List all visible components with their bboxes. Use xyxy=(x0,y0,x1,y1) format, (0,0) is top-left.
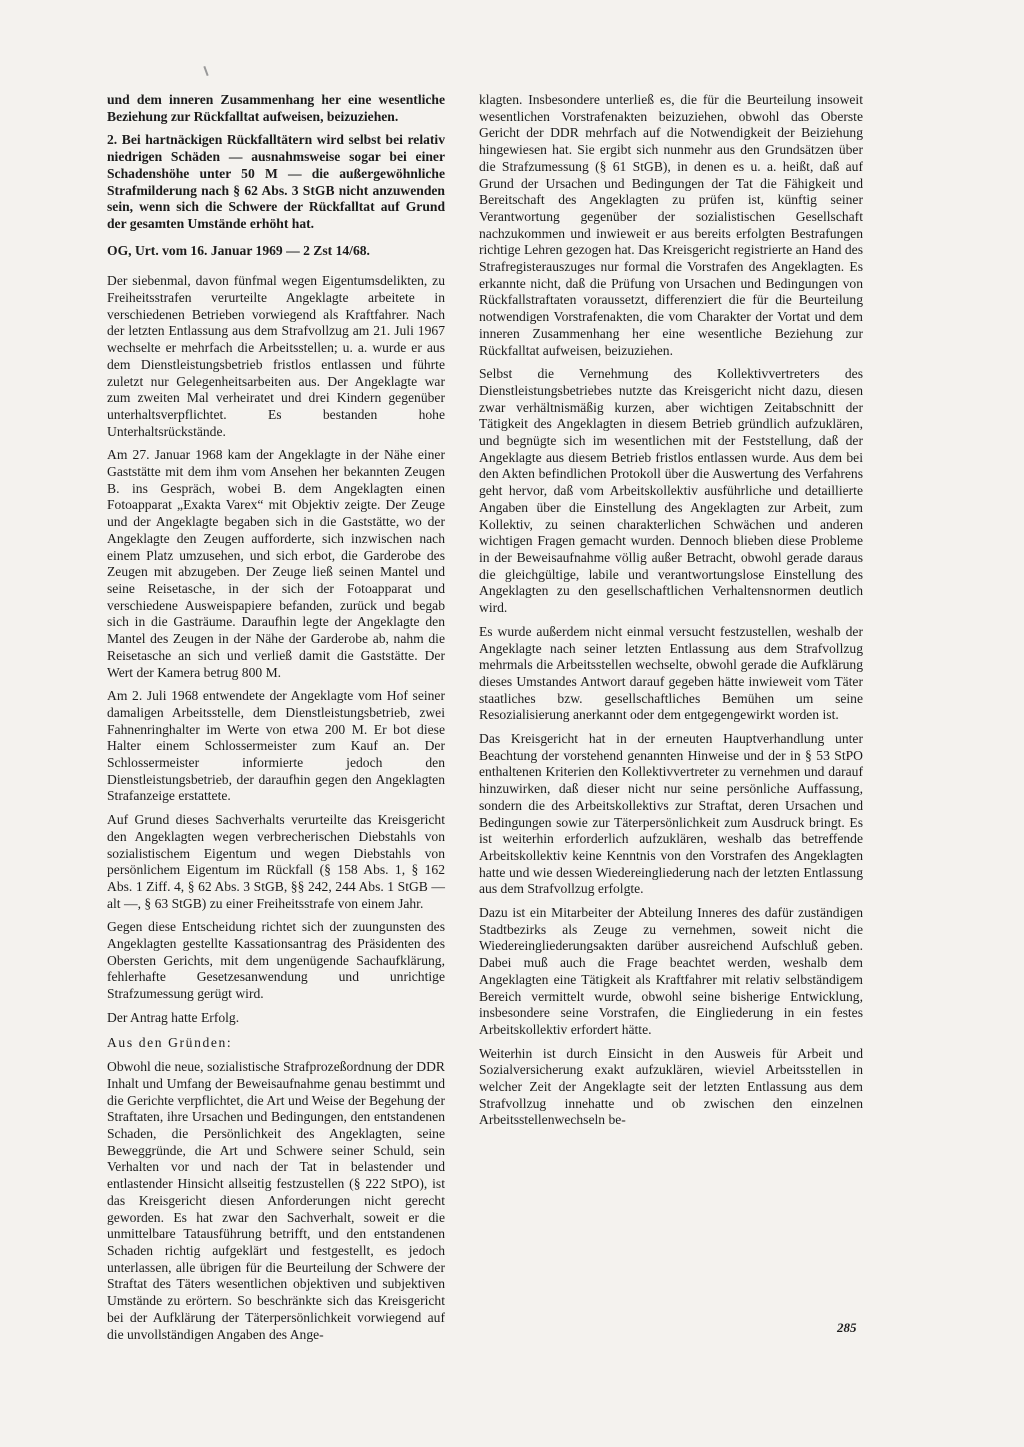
paragraph: Selbst die Vernehmung des Kollektivvertreters des Dienstleistungsbetriebes nutzte das Kreisgericht nicht dazu, diesen zwar verhältnismäßig kurzen, aber wichtigen Zeitabschnitt der Tätigkeit des Angeklagten in diesem Betrieb gründlich aufzuklären, und begnügte sich im wesentlichen mit der Feststellung, daß der Angeklagte aus diesem Betrieb fristlos entlassen wurde. Aus dem bei den Akten befindlichen Protokoll über die Auswertung des Verfahrens geht hervor, daß vom Arbeitskollektiv ausführliche und detaillierte Angaben über die Einstellung des Angeklagten zur Arbeit, zum Kollektiv, zu seinen charakterlichen Schwächen und anderen wichtigen Fragen gemacht wurden. Dennoch blieben diese Probleme in der Beweisaufnahme völlig außer Betracht, obwohl gerade daraus die gleichgültige, labile und verantwortungslose Einstellung des Angeklagten zu den gesellschaftlichen Verhaltensnormen deutlich wird. xyxy=(479,366,863,616)
paragraph: Der Antrag hatte Erfolg. xyxy=(107,1009,240,1025)
paragraph: Am 27. Januar 1968 kam der Angeklagte in der Nähe einer Gaststätte mit dem ihm vom Ansehen her bekannten Zeugen B. ins Gespräch, wobei B. dem Angeklagten einen Fotoapparat „Exakta Varex“ mit Objektiv zeigte. Der Zeuge und der Angeklagte begaben sich in die Gaststätte, wo der Angeklagte den Zeugen aufforderte, sich inzwischen nach einem Platz umzusehen, und sich erbot, die Garderobe des Zeugen mit abzugeben. Der Zeuge ließ seinen Mantel und seine Reisetasche, in der sich der Fotoapparat und verschiedene Ausweispapiere befanden, zurück und begab sich in die Gasträume. Daraufhin legte der Angeklagte den Mantel des Zeugen in der Nähe der Garderobe ab, nahm die Reisetasche an sich und verließ damit die Gaststätte. Der Wert der Kamera betrug 800 M. xyxy=(107,447,445,680)
case-reference: OG, Urt. vom 16. Januar 1969 — 2 Zst 14/68. xyxy=(107,242,370,258)
right-column xyxy=(479,92,863,1136)
paragraph: Weiterhin ist durch Einsicht in den Ausweis für Arbeit und Sozialversicherung exakt aufzuklären, wieviel Arbeitsstellen in welcher Zeit der Angeklagte seit der letzten Entlassung aus dem Strafvollzug innehatte und ob zwischen den einzelnen Arbeitsstellenwechseln be- xyxy=(479,1045,863,1128)
paragraph: Auf Grund dieses Sachverhalts verurteilte das Kreisgericht den Angeklagten wegen verbrecherischen Diebstahls von sozialistischem Eigentum und wegen Diebstahls von persönlichem Eigentum im Rückfall (§ 158 Abs. 1, § 162 Abs. 1 Ziff. 4, § 62 Abs. 3 StGB, §§ 242, 244 Abs. 1 StGB — alt —, § 63 StGB) zu einer Freiheitsstrafe von einem Jahr. xyxy=(107,812,445,911)
paragraph: Das Kreisgericht hat in der erneuten Hauptverhandlung unter Beachtung der vorstehend genannten Hinweise und der in § 53 StPO enthaltenen Kriterien den Kollektivvertreter zu vernehmen und darauf hinzuwirken, daß dieser nicht nur seine persönliche Auffassung, sondern die des Arbeitskollektivs zur Straftat, deren Ursachen und Bedingungen sowie zur Täterpersönlichkeit zum Ausdruck bringt. Es ist weiterhin erforderlich aufzuklären, weshalb das betreffende Arbeitskollektiv keine Kenntnis von den Vorstrafen des Angeklagten hatte und wie dessen Wiedereingliederung nach der letzten Entlassung aus dem Strafvollzug erfolgte. xyxy=(479,731,863,897)
paragraph: Es wurde außerdem nicht einmal versucht festzustellen, weshalb der Angeklagte nach seiner letzten Entlassung aus dem Strafvollzug mehrmals die Arbeitsstellen wechselte, obwohl gerade die Aufklärung dieses Umstandes Antwort darauf gegeben hätte inwieweit vom Täter staatliches bzw. gesellschaftliches Bemühen um seine Resozialisierung anerkannt oder dem entgegengewirkt worden ist. xyxy=(479,623,863,723)
paragraph: Am 2. Juli 1968 entwendete der Angeklagte vom Hof seiner damaligen Arbeitsstelle, dem Dienstleistungsbetrieb, zwei Fahnenringhalter im Werte von etwa 200 M. Er bot diese Halter einem Schlossermeister zum Kauf an. Der Schlossermeister informierte jedoch den Dienstleistungsbetrieb, der daraufhin gegen den Angeklagten Strafanzeige erstattete. xyxy=(107,688,445,804)
paragraph: Gegen diese Entscheidung richtet sich der zuungunsten des Angeklagten gestellte Kassationsantrag des Präsidenten des Obersten Gerichts, mit dem ungenügende Sachaufklärung, fehlerhafte Gesetzesanwendung und unrichtige Strafzumessung gerügt wird. xyxy=(107,919,445,1002)
left-column xyxy=(107,92,445,1350)
paragraph: Der siebenmal, davon fünfmal wegen Eigentumsdelikten, zu Freiheitsstrafen verurteilte Angeklagte arbeitete in verschiedenen Betrieben vorwiegend als Kraftfahrer. Nach der letzten Entlassung aus dem Strafvollzug am 21. Juli 1967 wechselte er mehrfach die Arbeitsstellen; u. a. wurde er aus dem Dienstleistungsbetrieb fristlos entlassen und führte zuletzt nur Gelegenheitsarbeiten aus. Der Angeklagte war zum zweiten Mal verheiratet und drei Kindern gegenüber unterhaltsverpflichtet. Es bestanden hohe Unterhaltsrückstände. xyxy=(107,273,445,439)
ink-mark xyxy=(203,66,208,76)
paragraph: und dem inneren Zusammenhang her eine wesentliche Beziehung zur Rückfalltat aufweisen, beizuziehen. xyxy=(107,92,445,124)
paragraph: Obwohl die neue, sozialistische Strafprozeßordnung der DDR Inhalt und Umfang der Beweisaufnahme genau bestimmt und die Gerichte verpflichtet, die Art und Weise der Begehung der Straftaten, ihre Ursachen und Bedingungen, den entstandenen Schaden, die Persönlichkeit des Angeklagten, seine Beweggründe, die Art und Schwere seiner Schuld, sein Verhalten vor und nach der Tat in belastender und entlastender Hinsicht allseitig festzustellen (§ 222 StPO), ist das Kreisgericht diesen Anforderungen nicht gerecht geworden. Es hat zwar den Sachverhalt, soweit er die unmittelbare Tatausführung betrifft, und den entstandenen Schaden richtig aufgeklärt und festgestellt, es jedoch unterlassen, alle übrigen für die Beurteilung der Schwere der Straftat des Täters wesentlichen objektiven und subjektiven Umstände zu erörtern. So beschränkte sich das Kreisgericht bei der Aufklärung der Täterpersönlichkeit vorwiegend auf die unvollständigen Angaben des Ange- xyxy=(107,1059,445,1342)
paragraph: Dazu ist ein Mitarbeiter der Abteilung Inneres des dafür zuständigen Stadtbezirks als Zeuge zu vernehmen, soweit nicht die Wiedereingliederungsakten darüber ausreichend Aufschluß geben. Dabei muß auch die Frage beachtet werden, weshalb dem Angeklagten eine Tätigkeit als Kraftfahrer mit relativ selbständigem Bereich vermittelt wurde, obwohl seine bisherige Entwicklung, insbesondere seine Vorstrafen, die Eingliederung in ein festes Arbeitskollektiv erfordert hätte. xyxy=(479,905,863,1037)
section-heading: Aus den Gründen: xyxy=(107,1034,233,1050)
paragraph: klagten. Insbesondere unterließ es, die für die Beurteilung insoweit wesentlichen Vorstrafenakten beizuziehen, obwohl das Oberste Gericht der DDR mehrfach auf die Notwendigkeit der Beiziehung hingewiesen hat. Sie ergibt sich nunmehr aus den Grundsätzen über die Strafzumessung (§ 61 StGB), in denen es u. a. heißt, daß auf Grund der Ursachen und Bedingungen der Tat die Fähigkeit und Bereitschaft des Angeklagten zu prüfen ist, künftig seiner Verantwortung gegenüber der sozialistischen Gesellschaft nachzukommen und inwieweit er aus bereits erfolgten Bestrafungen richtige Lehren gezogen hat. Das Kreisgericht registrierte an Hand des Strafregisterauszuges nur formal die Vorstrafen des Angeklagten. Es erkannte nicht, daß die Prüfung von Ursachen und Bedingungen von Rückfallstraftaten voraussetzt, differenziert die für die Beurteilung notwendigen Vorstrafenakten, die vom Charakter der Vortat und dem inneren Zusammenhang her eine wesentliche Beziehung zur Rückfalltat aufweisen, beizuziehen. xyxy=(479,92,863,358)
headnote: 2. Bei hartnäckigen Rückfalltätern wird selbst bei relativ niedrigen Schäden — ausnahmsweise sogar bei einer Schadenshöhe unter 50 M — die außergewöhnliche Strafmilderung nach § 62 Abs. 3 StGB nicht anzuwenden sein, wenn sich die Schwere der Rückfalltat auf Grund der gesamten Umstände erhöht hat. xyxy=(107,132,445,231)
page-number: 285 xyxy=(837,1320,857,1335)
